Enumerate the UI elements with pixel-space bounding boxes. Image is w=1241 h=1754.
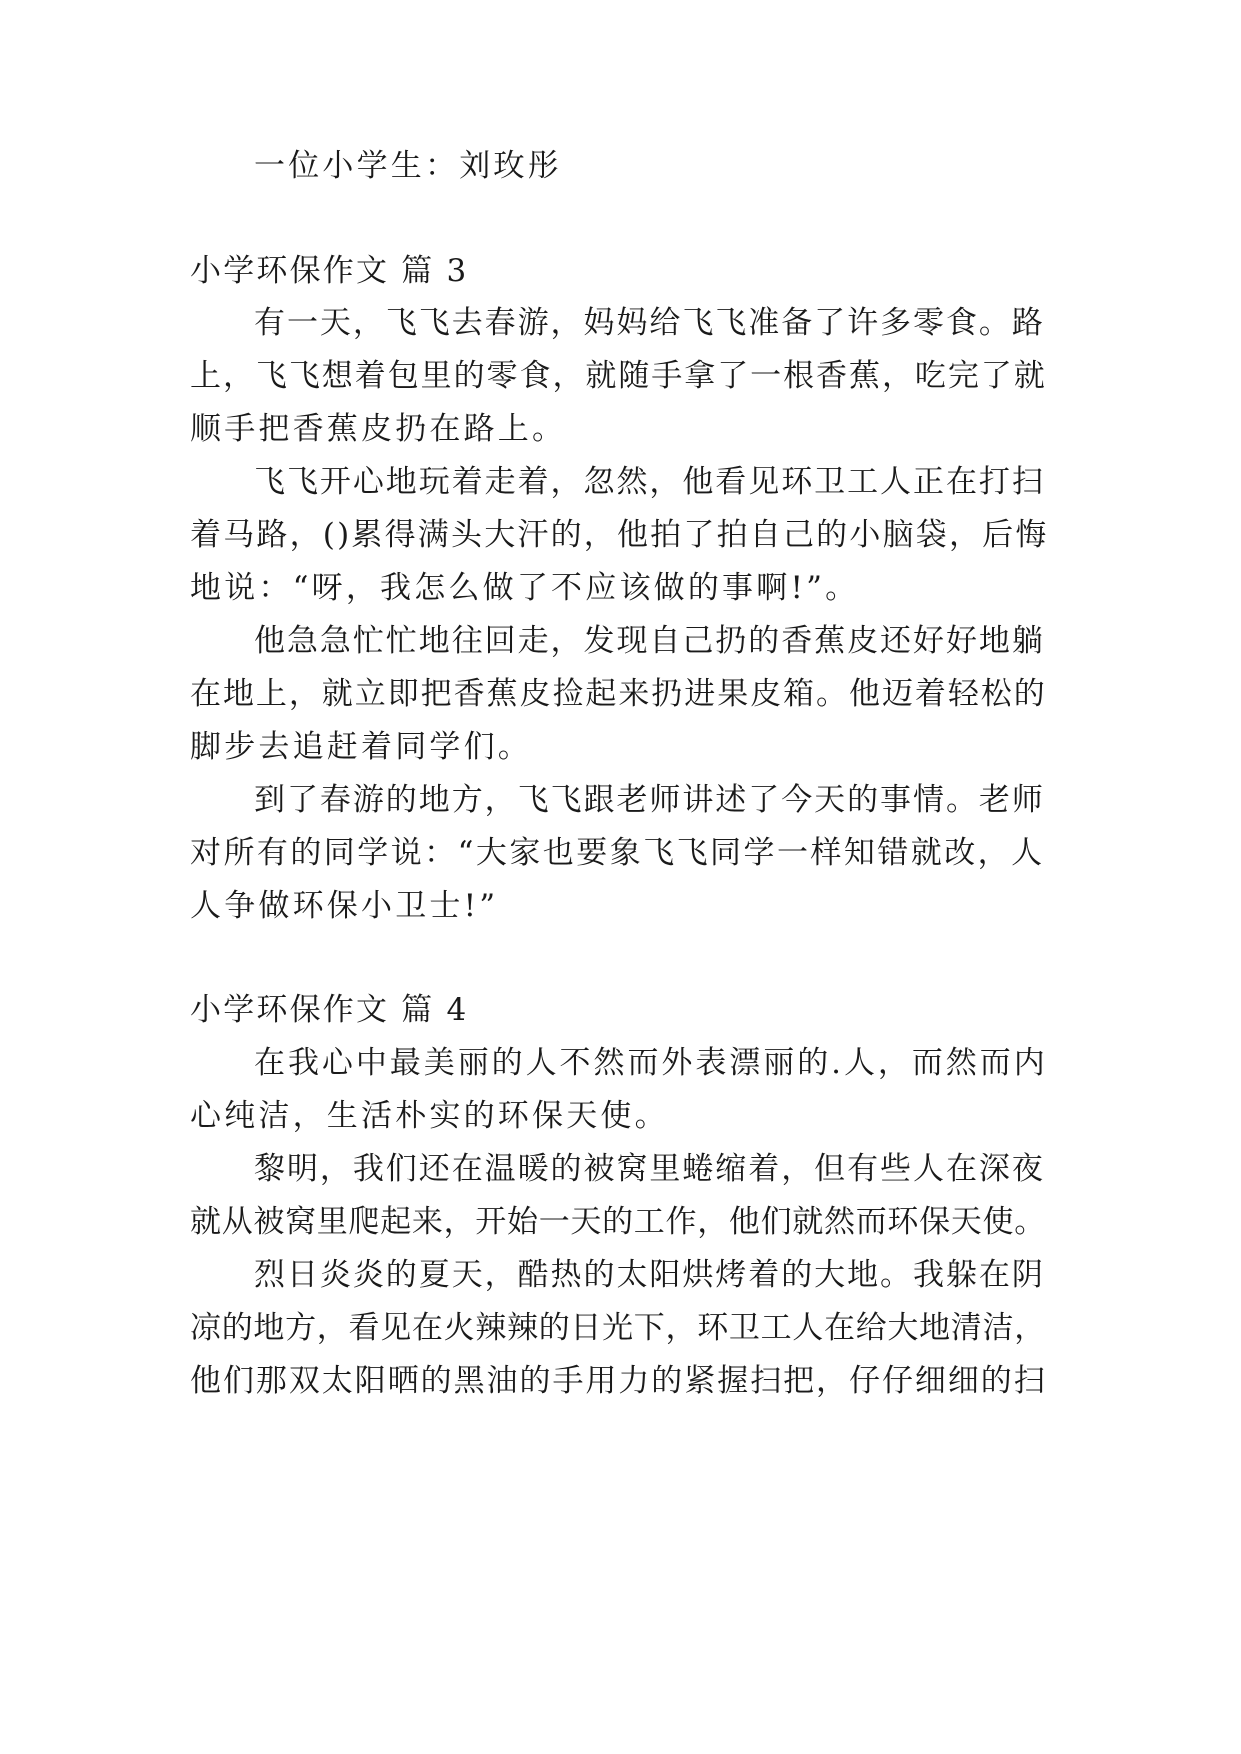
paragraph-line: 飞飞开心地玩着走着，忽然，他看见环卫工人正在打扫 — [254, 464, 1045, 500]
paragraph-line: 有一天，飞飞去春游，妈妈给飞飞准备了许多零食。路 — [254, 305, 1045, 341]
section-4-heading: 小学环保作文 篇 4 — [190, 992, 469, 1028]
paragraph-line: 着马路，()累得满头大汗的，他拍了拍自己的小脑袋，后悔 — [190, 517, 1049, 553]
paragraph-line: 对所有的同学说：“大家也要象飞飞同学一样知错就改，人 — [190, 835, 1045, 871]
paragraph-line: 地说：“呀，我怎么做了不应该做的事啊!”。 — [190, 570, 860, 606]
paragraph-line: 上，飞飞想着包里的零食，就随手拿了一根香蕉，吃完了就 — [190, 358, 1047, 394]
paragraph-line: 在地上，就立即把香蕉皮捡起来扔进果皮箱。他迈着轻松的 — [190, 676, 1047, 712]
section-3-heading: 小学环保作文 篇 3 — [190, 253, 469, 289]
paragraph-line: 人争做环保小卫士!” — [190, 888, 499, 924]
signature-line: 一位小学生：刘玫彤 — [254, 148, 562, 184]
paragraph-line: 到了春游的地方，飞飞跟老师讲述了今天的事情。老师 — [254, 782, 1045, 818]
paragraph-line: 顺手把香蕉皮扔在路上。 — [190, 411, 567, 447]
paragraph-line: 心纯洁，生活朴实的环保天使。 — [190, 1098, 669, 1134]
paragraph-line: 黎明，我们还在温暖的被窝里蜷缩着，但有些人在深夜 — [254, 1151, 1045, 1187]
paragraph-line: 脚步去追赶着同学们。 — [190, 729, 532, 765]
paragraph-line: 就从被窝里爬起来，开始一天的工作，他们就然而环保天使。 — [190, 1204, 1046, 1240]
paragraph-line: 他急急忙忙地往回走，发现自己扔的香蕉皮还好好地躺 — [254, 623, 1045, 659]
paragraph-line: 他们那双太阳晒的黑油的手用力的紧握扫把，仔仔细细的扫 — [190, 1363, 1047, 1399]
paragraph-line: 凉的地方，看见在火辣辣的日光下，环卫工人在给大地清洁， — [190, 1310, 1046, 1346]
paragraph-line: 烈日炎炎的夏天，酷热的太阳烘烤着的大地。我躲在阴 — [254, 1257, 1045, 1293]
paragraph-line: 在我心中最美丽的人不然而外表漂丽的.人，而然而内 — [254, 1045, 1048, 1081]
